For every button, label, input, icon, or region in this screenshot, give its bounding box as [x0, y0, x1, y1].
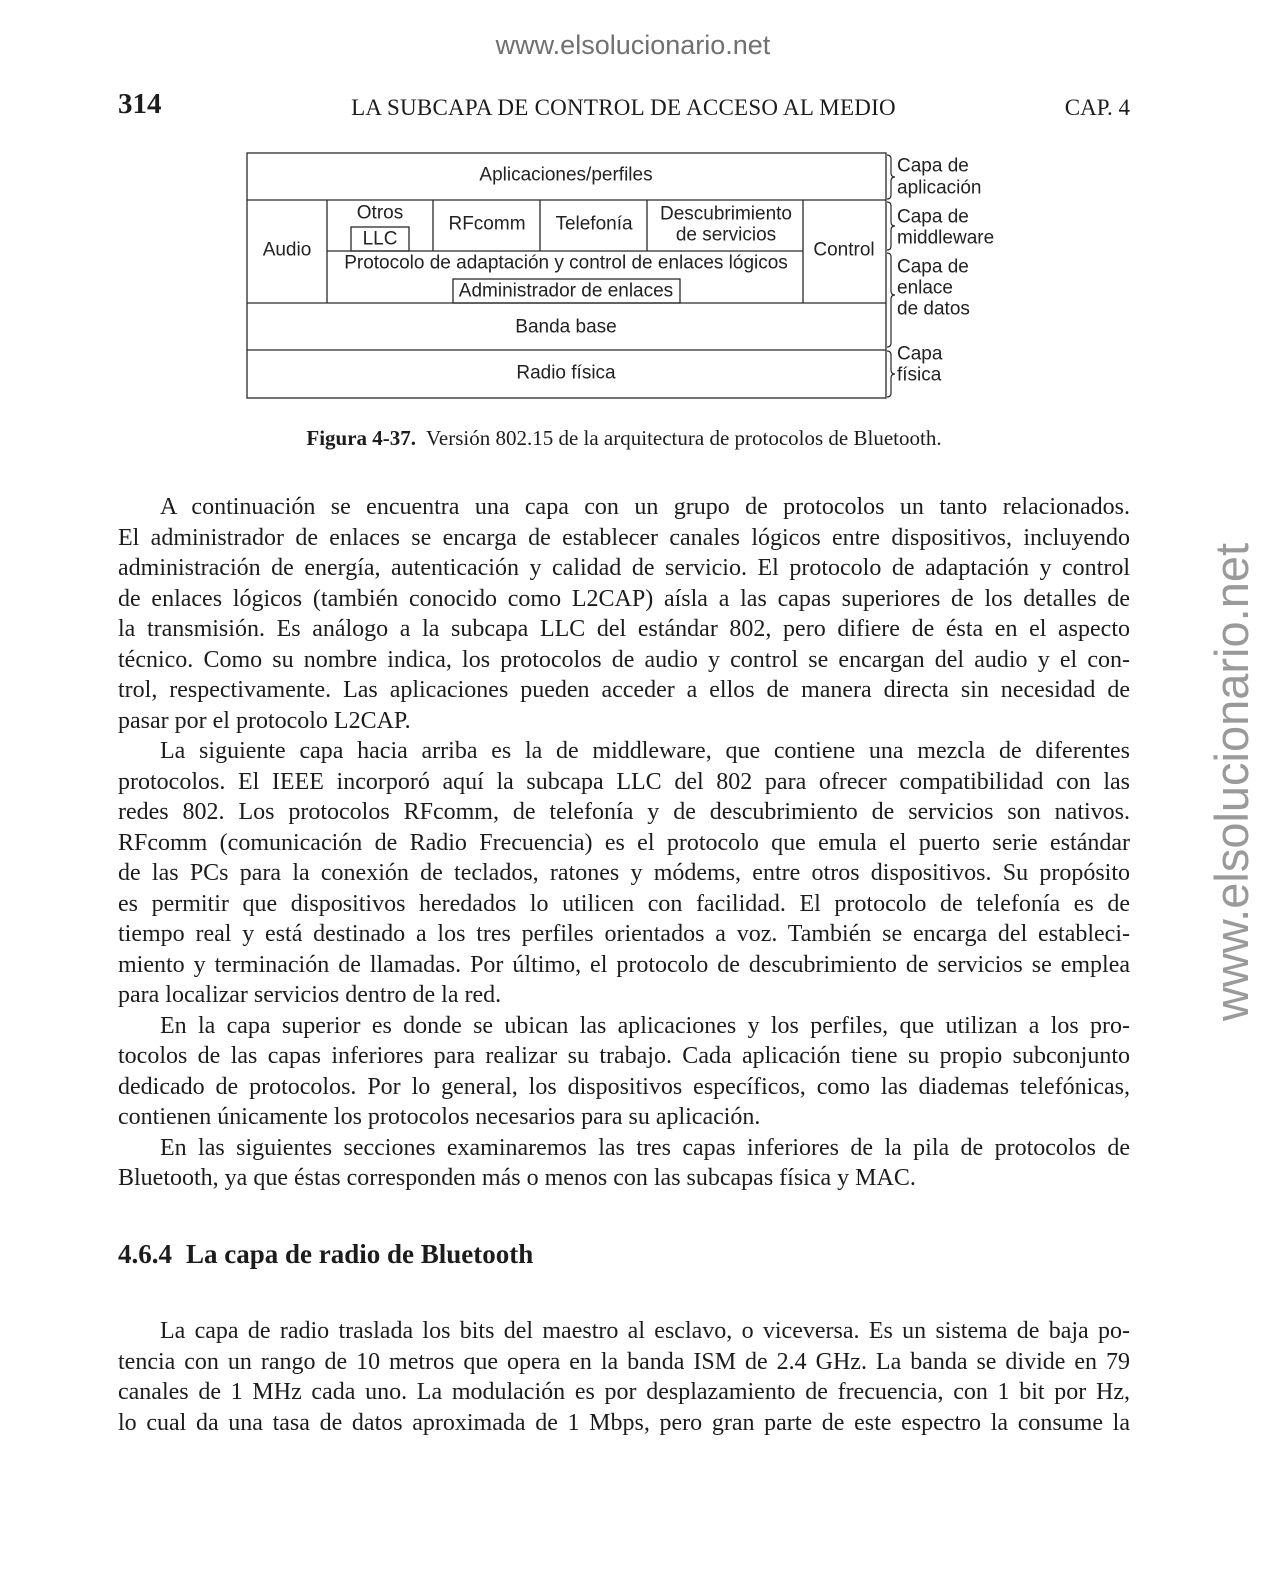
block-link-manager: Administrador de enlaces: [458, 280, 674, 302]
label-application-layer-line1: Capa de: [897, 155, 969, 177]
text-line: canales de 1 MHz cada uno. La modulación es por desplazamiento de frecuencia, con 1 bit por Hz,: [118, 1379, 1130, 1405]
block-others: Otros: [356, 202, 404, 224]
text-line: protocolos. El IEEE incorporó aquí la subcapa LLC del 802 para ofrecer compatibilidad con las: [118, 768, 1130, 795]
chapter-label: CAP. 4: [1064, 95, 1130, 120]
text-line: En la capa superior es donde se ubican las aplicaciones y los perfiles, que utilizan a los pro-: [160, 1012, 1130, 1039]
paragraph: [118, 736, 1130, 1011]
section-title: La capa de radio de Bluetooth: [186, 1239, 534, 1269]
text-line: pasar por el protocolo L2CAP.: [118, 707, 411, 734]
brace-physical-layer: [887, 351, 895, 397]
text-line: es permitir que dispositivos heredados lo utilicen con facilidad. El protocolo de telefonía es de: [118, 890, 1130, 917]
text-line: administración de energía, autenticación y calidad de servicio. El protocolo de adaptación y control: [118, 555, 1130, 581]
block-service-discovery-line1: Descubrimiento: [660, 203, 792, 225]
block-baseband: Banda base: [515, 316, 617, 338]
paragraph: [118, 492, 1130, 736]
block-applications: Aplicaciones/perfiles: [479, 164, 653, 186]
brace-middleware-layer: [887, 202, 895, 250]
body-text: [118, 492, 1130, 1194]
figure-caption: [118, 425, 1130, 451]
block-radio: Radio física: [516, 362, 616, 384]
running-title: LA SUBCAPA DE CONTROL DE ACCESO AL MEDIO: [351, 95, 896, 120]
text-line: tencia con un rango de 10 metros que opera en la banda ISM de 2.4 GHz. La banda se divide en 79: [118, 1348, 1130, 1375]
block-telephony: Telefonía: [555, 213, 633, 235]
text-line: La siguiente capa hacia arriba es la de middleware, que contiene una mezcla de diferentes: [160, 738, 1130, 764]
text-line: La capa de radio traslada los bits del maestro al esclavo, o viceversa. Es un sistema de baja po-: [160, 1318, 1130, 1344]
paragraph: [118, 1133, 1130, 1194]
block-l2cap: Protocolo de adaptación y control de enlaces lógicos: [344, 252, 788, 274]
label-data-link-layer-line2: enlace: [897, 277, 953, 299]
brace-data-link-layer: [887, 253, 895, 347]
text-line: de las PCs para la conexión de teclados, ratones y módems, entre otros dispositivos. Su propósito: [118, 860, 1130, 886]
block-service-discovery-line2: de servicios: [675, 224, 777, 246]
label-application-layer-line2: aplicación: [897, 177, 982, 199]
text-line: trol, respectivamente. Las aplicaciones pueden acceder a ellos de manera directa sin necesidad de: [118, 677, 1130, 703]
text-line: Bluetooth, ya que éstas corresponden más o menos con las subcapas física y MAC.: [118, 1165, 916, 1191]
brace-application-layer: [887, 155, 895, 199]
label-data-link-layer-line3: de datos: [897, 298, 970, 320]
figure-caption-text: Versión 802.15 de la arquitectura de protocolos de Bluetooth.: [426, 426, 942, 450]
block-control: Control: [813, 239, 875, 261]
text-line: lo cual da una tasa de datos aproximada de 1 Mbps, pero gran parte de este espectro la consume la: [118, 1409, 1130, 1436]
text-line: la transmisión. Es análogo a la subcapa LLC del estándar 802, pero difiere de ésta en el aspecto: [118, 616, 1130, 642]
bluetooth-protocol-stack-diagram: [240, 145, 1010, 405]
paragraph: [118, 1011, 1130, 1133]
label-physical-layer-line2: física: [897, 364, 942, 386]
block-audio: Audio: [262, 239, 312, 261]
label-middleware-layer-line2: middleware: [897, 227, 995, 249]
section-number: 4.6.4: [118, 1239, 172, 1269]
text-line: tocolos de las capas inferiores para realizar su trabajo. Cada aplicación tiene su propio subconjunto: [118, 1043, 1130, 1069]
block-llc: LLC: [362, 228, 398, 250]
text-line: tiempo real y está destinado a los tres perfiles orientados a voz. También se encarga del estableci-: [118, 921, 1130, 947]
text-line: contienen únicamente los protocolos necesarios para su aplicación.: [118, 1104, 761, 1130]
text-line: redes 802. Los protocolos RFcomm, de telefonía y de descubrimiento de servicios son nativos.: [118, 799, 1130, 825]
text-line: miento y terminación de llamadas. Por último, el protocolo de descubrimiento de servicios se emplea: [118, 951, 1130, 978]
text-line: A continuación se encuentra una capa con un grupo de protocolos un tanto relacionados.: [160, 494, 1130, 520]
text-line: dedicado de protocolos. Por lo general, los dispositivos específicos, como las diademas telefónicas,: [118, 1073, 1130, 1100]
text-line: RFcomm (comunicación de Radio Frecuencia) es el protocolo que emula el puerto serie estándar: [118, 829, 1130, 856]
paragraph: [118, 1316, 1130, 1438]
text-line: técnico. Como su nombre indica, los protocolos de audio y control se encargan del audio y el con-: [118, 646, 1130, 673]
watermark-side: www.elsolucionario.net: [1205, 542, 1258, 1022]
section-heading: [118, 1237, 533, 1271]
figure-caption-label: Figura 4-37.: [306, 426, 417, 450]
label-middleware-layer-line1: Capa de: [897, 206, 969, 228]
watermark-top: www.elsolucionario.net: [495, 30, 771, 60]
diagram-frame: [247, 153, 886, 398]
page-number: 314: [118, 88, 162, 120]
text-line: para localizar servicios dentro de la red.: [118, 982, 502, 1008]
text-line: de enlaces lógicos (también conocido como L2CAP) aísla a las capas superiores de los detalles de: [118, 585, 1130, 612]
label-physical-layer-line1: Capa: [897, 343, 943, 365]
block-rfcomm: RFcomm: [448, 213, 526, 235]
label-data-link-layer-line1: Capa de: [897, 256, 969, 278]
text-line: El administrador de enlaces se encarga de establecer canales lógicos entre dispositivos, incluyendo: [118, 524, 1130, 551]
section-body-text: [118, 1316, 1130, 1438]
text-line: En las siguientes secciones examinaremos las tres capas inferiores de la pila de protocolos de: [160, 1134, 1130, 1161]
